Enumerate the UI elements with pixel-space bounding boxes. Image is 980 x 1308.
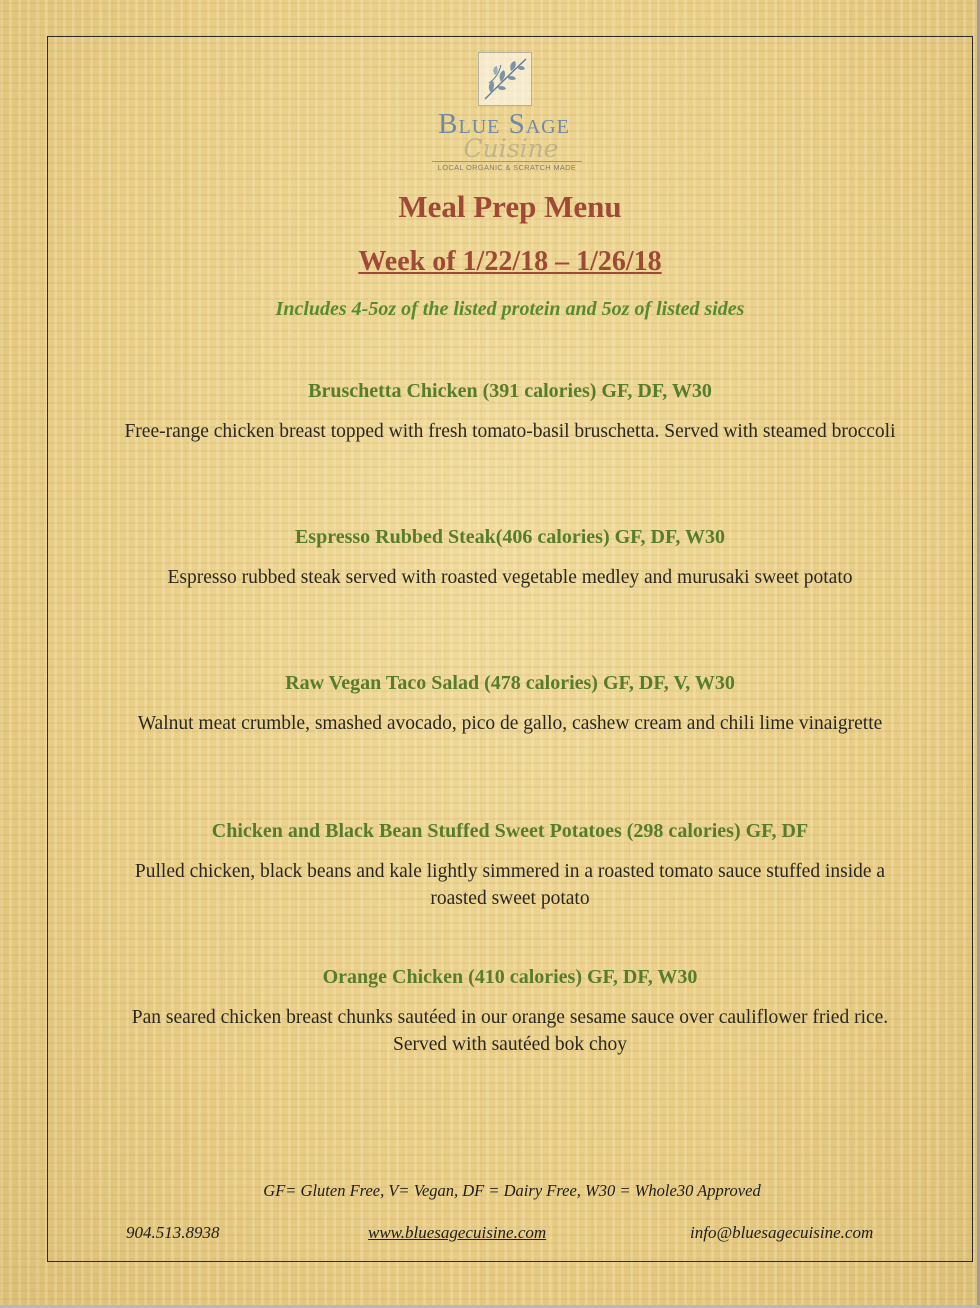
menu-item bbox=[110, 818, 910, 912]
menu-item-description: Walnut meat crumble, smashed avocado, pico de gallo, cashew cream and chili lime vinaigrette bbox=[137, 713, 883, 734]
website-link[interactable]: www.bluesagecuisine.com bbox=[368, 1223, 547, 1242]
logo-name: Blue Sage bbox=[438, 108, 570, 140]
logo-tagline: LOCAL ORGANIC & SCRATCH MADE bbox=[432, 161, 582, 172]
sage-sprig-icon bbox=[478, 52, 532, 106]
page-title: Meal Prep Menu bbox=[398, 189, 622, 224]
menu-item-name: Chicken and Black Bean Stuffed Sweet Potatoes (298 calories) GF, DF bbox=[211, 820, 809, 842]
includes-note: Includes 4-5oz of the listed protein and 5oz of listed sides bbox=[275, 298, 745, 320]
phone-number: 904.513.8938 bbox=[126, 1223, 220, 1242]
menu-item-name: Raw Vegan Taco Salad (478 calories) GF, DF, V, W30 bbox=[285, 672, 735, 694]
diet-legend: GF= Gluten Free, V= Vegan, DF = Dairy Free, W30 = Whole30 Approved bbox=[263, 1181, 761, 1200]
menu-item-name: Orange Chicken (410 calories) GF, DF, W30 bbox=[322, 966, 698, 988]
menu-item-name: Bruschetta Chicken (391 calories) GF, DF, W30 bbox=[308, 380, 712, 402]
menu-item bbox=[110, 378, 910, 445]
menu-item-description: Pan seared chicken breast chunks sautéed in our orange sesame sauce over cauliflower fried rice. Served with sautéed bok choy bbox=[131, 1007, 889, 1055]
menu-item-description: Free-range chicken breast topped with fresh tomato-basil bruschetta. Served with steamed broccoli bbox=[124, 421, 896, 442]
menu-item bbox=[110, 670, 910, 737]
menu-item bbox=[110, 964, 910, 1058]
blue-sage-logo bbox=[424, 52, 594, 178]
email-address[interactable]: info@bluesagecuisine.com bbox=[690, 1223, 874, 1242]
week-heading: Week of 1/22/18 – 1/26/18 bbox=[358, 246, 662, 277]
logo-script: Cuisine bbox=[463, 134, 559, 163]
menu-item-description: Pulled chicken, black beans and kale lightly simmered in a roasted tomato sauce stuffed inside a roasted sweet potato bbox=[134, 861, 886, 909]
menu-item-description: Espresso rubbed steak served with roasted vegetable medley and murusaki sweet potato bbox=[167, 567, 853, 588]
menu-item bbox=[110, 524, 910, 591]
menu-item-name: Espresso Rubbed Steak(406 calories) GF, DF, W30 bbox=[294, 526, 726, 548]
